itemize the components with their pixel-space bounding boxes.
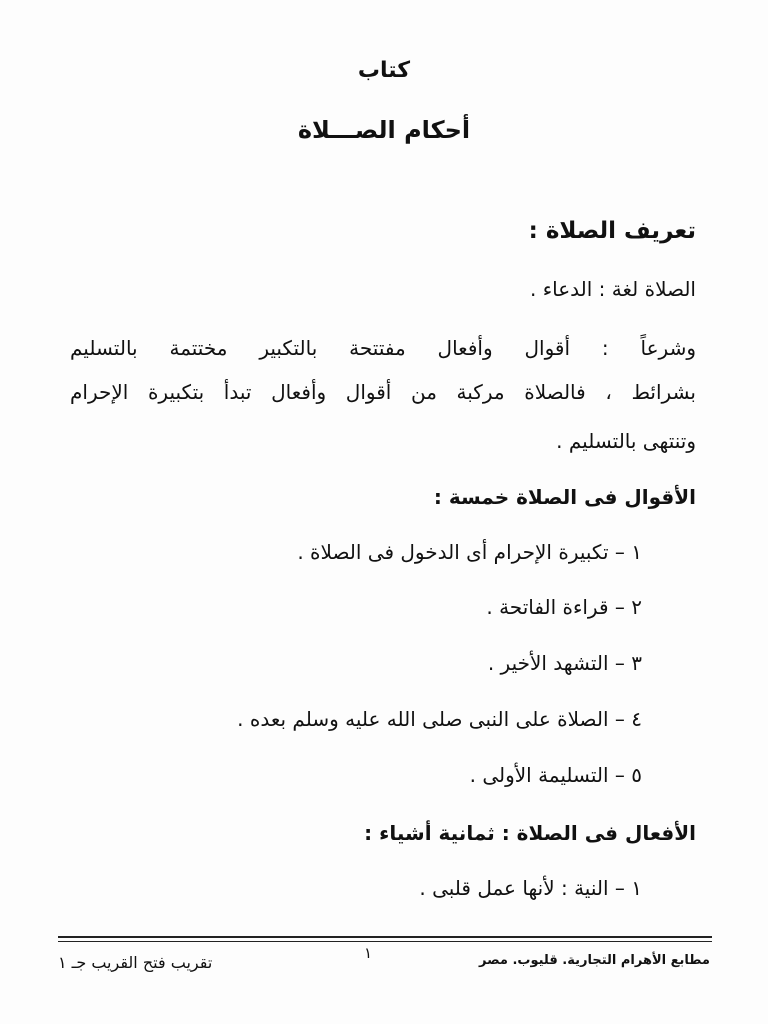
saying-item: ١ – تكبيرة الإحرام أى الدخول فى الصلاة . (297, 540, 642, 564)
actions-heading: الأفعال فى الصلاة : ثمانية أشياء : (364, 821, 696, 845)
definition-line: وشرعاً : أقوال وأفعال مفتتحة بالتكبير مختتمة بالتسليم (70, 336, 696, 360)
footer-rule (58, 936, 712, 938)
page-number: ١ (364, 944, 373, 962)
action-item: ١ – النية : لأنها عمل قلبى . (419, 876, 642, 900)
definition-line: بشرائط ، فالصلاة مركبة من أقوال وأفعال تبدأ بتكبيرة الإحرام (70, 380, 696, 404)
sayings-heading: الأقوال فى الصلاة خمسة : (433, 485, 696, 509)
publisher-imprint: مطابع الأهرام التجارية. قليوب. مصر (479, 953, 710, 968)
saying-item: ٢ – قراءة الفاتحة . (486, 595, 642, 619)
footer-rule (58, 941, 712, 942)
chapter-title: أحكام الصـــلاة (297, 116, 471, 144)
saying-item: ٣ – التشهد الأخير . (487, 651, 642, 675)
definition-line-last: وتنتهى بالتسليم . (556, 429, 696, 453)
saying-item: ٥ – التسليمة الأولى . (469, 763, 642, 787)
saying-item: ٤ – الصلاة على النبى صلى الله عليه وسلم بعده . (237, 707, 642, 731)
definition-heading: تعريف الصلاة : (528, 218, 696, 244)
book-title-footer: تقريب فتح القريب جـ ١ (58, 953, 213, 972)
definition-language: الصلاة لغة : الدعاء . (530, 277, 696, 301)
book-label: كتاب (357, 58, 411, 83)
